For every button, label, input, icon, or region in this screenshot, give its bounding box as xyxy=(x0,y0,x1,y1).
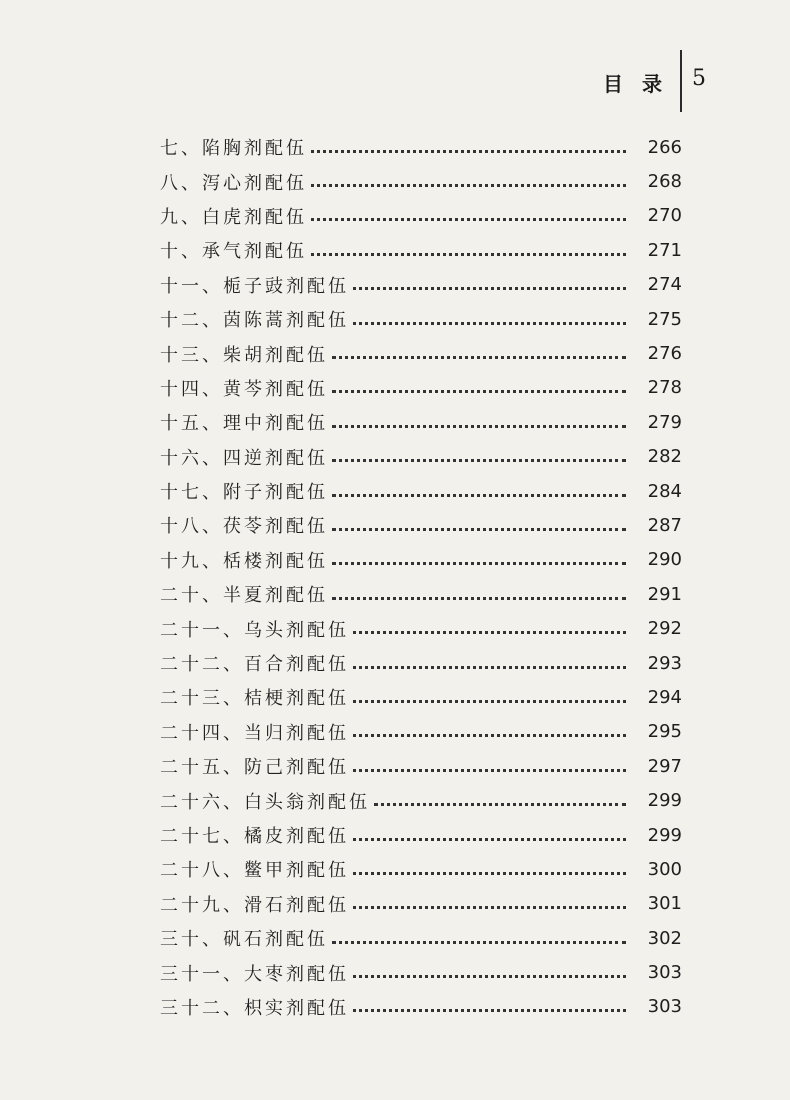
toc-entry[interactable] xyxy=(160,508,682,542)
toc-entry-page: 300 xyxy=(647,858,682,880)
toc-entry-page: 303 xyxy=(647,962,682,984)
header-divider xyxy=(680,50,682,112)
toc-leader xyxy=(353,906,626,909)
toc-leader xyxy=(353,734,626,737)
toc-leader xyxy=(353,769,626,772)
toc-entry-page: 270 xyxy=(647,205,682,227)
toc-entry-label: 十五、理中剂配伍 xyxy=(160,413,328,435)
toc-entry[interactable] xyxy=(160,199,682,233)
toc-entry[interactable] xyxy=(160,164,682,198)
toc-entry-label: 二十九、滑石剂配伍 xyxy=(160,894,349,916)
toc-leader xyxy=(332,356,626,359)
toc-entry[interactable] xyxy=(160,474,682,508)
toc-entry-label: 二十六、白头翁剂配伍 xyxy=(160,791,370,813)
toc-entry-label: 七、陷胸剂配伍 xyxy=(160,138,307,160)
toc-entry[interactable] xyxy=(160,887,682,921)
toc-leader xyxy=(311,218,626,221)
toc-entry-label: 二十三、桔梗剂配伍 xyxy=(160,688,349,710)
toc-entry-page: 279 xyxy=(647,411,682,433)
toc-entry-page: 266 xyxy=(647,136,682,158)
toc-leader xyxy=(311,150,626,153)
toc-entry-page: 293 xyxy=(647,652,682,674)
toc-entry[interactable] xyxy=(160,852,682,886)
toc-entry[interactable] xyxy=(160,440,682,474)
toc-entry-page: 284 xyxy=(647,480,682,502)
toc-entry-label: 十八、茯苓剂配伍 xyxy=(160,516,328,538)
toc-entry-page: 275 xyxy=(647,308,682,330)
toc-entry-page: 287 xyxy=(647,514,682,536)
toc-entry-label: 二十四、当归剂配伍 xyxy=(160,722,349,744)
toc-entry[interactable] xyxy=(160,130,682,164)
table-of-contents xyxy=(160,130,682,1024)
toc-entry[interactable] xyxy=(160,302,682,336)
toc-entry-page: 271 xyxy=(647,239,682,261)
toc-leader xyxy=(353,322,626,325)
toc-entry-label: 二十一、乌头剂配伍 xyxy=(160,619,349,641)
toc-entry-label: 八、泻心剂配伍 xyxy=(160,172,307,194)
toc-leader xyxy=(332,459,626,462)
toc-entry-page: 301 xyxy=(647,893,682,915)
toc-entry-label: 二十二、百合剂配伍 xyxy=(160,654,349,676)
toc-entry[interactable] xyxy=(160,990,682,1024)
toc-leader xyxy=(353,872,626,875)
toc-entry-page: 276 xyxy=(647,343,682,365)
toc-entry[interactable] xyxy=(160,543,682,577)
toc-entry-label: 二十五、防己剂配伍 xyxy=(160,757,349,779)
toc-leader xyxy=(353,838,626,841)
toc-entry[interactable] xyxy=(160,921,682,955)
toc-entry-page: 303 xyxy=(647,996,682,1018)
toc-entry-page: 278 xyxy=(647,377,682,399)
toc-entry-page: 299 xyxy=(647,790,682,812)
toc-leader xyxy=(311,253,626,256)
toc-leader xyxy=(353,1009,626,1012)
toc-entry[interactable] xyxy=(160,611,682,645)
toc-entry-page: 302 xyxy=(647,927,682,949)
toc-entry-label: 十、承气剂配伍 xyxy=(160,241,307,263)
toc-entry-label: 三十二、枳实剂配伍 xyxy=(160,997,349,1019)
toc-entry-label: 十二、茵陈蒿剂配伍 xyxy=(160,310,349,332)
toc-leader xyxy=(332,425,626,428)
toc-leader xyxy=(353,666,626,669)
page-header-title: 目 录 xyxy=(603,72,668,96)
toc-entry-label: 三十、矾石剂配伍 xyxy=(160,929,328,951)
toc-entry-page: 297 xyxy=(647,755,682,777)
toc-leader xyxy=(311,184,626,187)
toc-entry[interactable] xyxy=(160,783,682,817)
toc-entry-page: 274 xyxy=(647,274,682,296)
toc-entry-page: 292 xyxy=(647,618,682,640)
toc-leader xyxy=(353,287,626,290)
toc-entry[interactable] xyxy=(160,955,682,989)
toc-entry-page: 294 xyxy=(647,686,682,708)
toc-leader xyxy=(332,528,626,531)
toc-entry-label: 二十八、鳖甲剂配伍 xyxy=(160,860,349,882)
toc-leader xyxy=(332,494,626,497)
toc-entry-label: 二十七、橘皮剂配伍 xyxy=(160,826,349,847)
toc-entry[interactable] xyxy=(160,749,682,783)
toc-leader xyxy=(332,390,626,393)
toc-leader xyxy=(353,975,626,978)
toc-entry[interactable] xyxy=(160,818,682,852)
page-number: 5 xyxy=(692,66,706,91)
toc-entry[interactable] xyxy=(160,577,682,611)
toc-entry-page: 290 xyxy=(647,549,682,571)
toc-entry-label: 九、白虎剂配伍 xyxy=(160,206,307,228)
toc-entry[interactable] xyxy=(160,405,682,439)
toc-entry-page: 299 xyxy=(647,824,682,846)
toc-leader xyxy=(332,941,626,944)
toc-entry-label: 二十、半夏剂配伍 xyxy=(160,585,328,607)
toc-entry-label: 十九、栝楼剂配伍 xyxy=(160,550,328,572)
toc-entry[interactable] xyxy=(160,371,682,405)
toc-entry[interactable] xyxy=(160,680,682,714)
toc-leader xyxy=(332,597,626,600)
toc-entry[interactable] xyxy=(160,336,682,370)
toc-entry-page: 282 xyxy=(647,446,682,468)
toc-leader xyxy=(374,803,626,806)
toc-entry[interactable] xyxy=(160,268,682,302)
toc-entry-label: 三十一、大枣剂配伍 xyxy=(160,963,349,985)
toc-entry-label: 十一、栀子豉剂配伍 xyxy=(160,275,349,297)
toc-entry-page: 295 xyxy=(647,721,682,743)
toc-leader xyxy=(353,631,626,634)
toc-entry[interactable] xyxy=(160,646,682,680)
toc-entry[interactable] xyxy=(160,233,682,267)
toc-leader xyxy=(353,700,626,703)
toc-entry-label: 十六、四逆剂配伍 xyxy=(160,447,328,469)
toc-entry-page: 268 xyxy=(647,171,682,193)
toc-entry-label: 十七、附子剂配伍 xyxy=(160,482,328,504)
toc-entry-label: 十三、柴胡剂配伍 xyxy=(160,344,328,366)
toc-entry-label: 十四、黄芩剂配伍 xyxy=(160,378,328,400)
toc-entry-page: 291 xyxy=(647,583,682,605)
toc-entry[interactable] xyxy=(160,715,682,749)
toc-leader xyxy=(332,562,626,565)
